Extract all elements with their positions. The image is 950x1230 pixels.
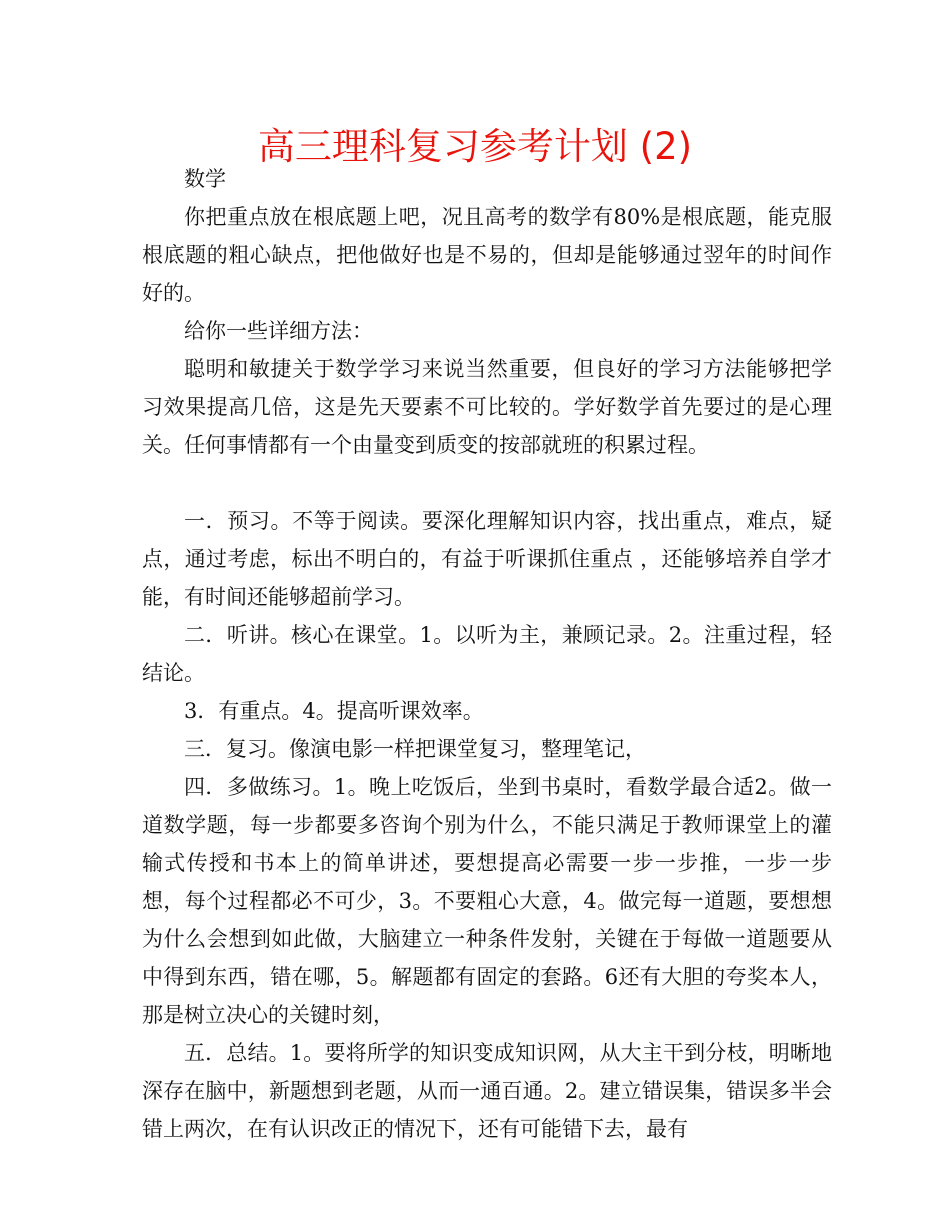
paragraph-methods-heading: 给你一些详细方法： bbox=[184, 319, 373, 343]
paragraph-review: 三．复习。像演电影一样把课堂复习，整理笔记， bbox=[184, 737, 646, 761]
paragraph-listening-cont: 3．有重点。4。提高听课效率。 bbox=[184, 699, 484, 723]
paragraph-preview: 一．预习。不等于阅读。要深化理解知识内容，找出重点，难点，疑点，通过考虑，标出不明白的，有益于听课抓住重点 ，还能够培养自学才能，有时间还能够超前学习。 bbox=[142, 509, 832, 609]
paragraph-practice: 四．多做练习。1。晚上吃饭后，坐到书桌时，看数学最合适2。做一道数学题，每一步都要多咨询个别为什么，不能只满足于教师课堂上的灌输式传授和书本上的简单讲述，要想提高必需要一步一步推，一步一步想，每个过程都必不可少，3。不要粗心大意，4。做完每一道题，要想想为什么会想到如此做，大脑建立一种条件发射，关键在于每做一道题要从中得到东西，错在哪，5。解题都有固定的套路。6还有大胆的夸奖本人，那是树立决心的关键时刻， bbox=[142, 775, 832, 1027]
paragraph-listening: 二．听讲。核心在课堂。1。以听为主，兼顾记录。2。注重过程，轻结论。 bbox=[142, 623, 832, 685]
paragraph-study-methods: 聪明和敏捷关于数学学习来说当然重要，但良好的学习方法能够把学习效果提高几倍，这是先天要素不可比较的。学好数学首先要过的是心理关。任何事情都有一个由量变到质变的按部就班的积累过程。 bbox=[142, 357, 832, 457]
document-title: 高三理科复习参考计划 (2) bbox=[257, 125, 693, 168]
paragraph-intro: 你把重点放在根底题上吧，况且高考的数学有80%是根底题，能克服根底题的粗心缺点，把他做好也是不易的，但却是能够通过翌年的时间作好的。 bbox=[142, 205, 832, 305]
paragraph-spacer bbox=[142, 464, 832, 502]
paragraph-summary: 五．总结。1。要将所学的知识变成知识网，从大主干到分枝，明晰地深存在脑中，新题想到老题，从而一通百通。2。建立错误集，错误多半会错上两次，在有认识改正的情况下，还有可能错下去，最有 bbox=[142, 1041, 832, 1141]
paragraph-subject: 数学 bbox=[184, 167, 226, 191]
document-body bbox=[142, 160, 832, 1148]
